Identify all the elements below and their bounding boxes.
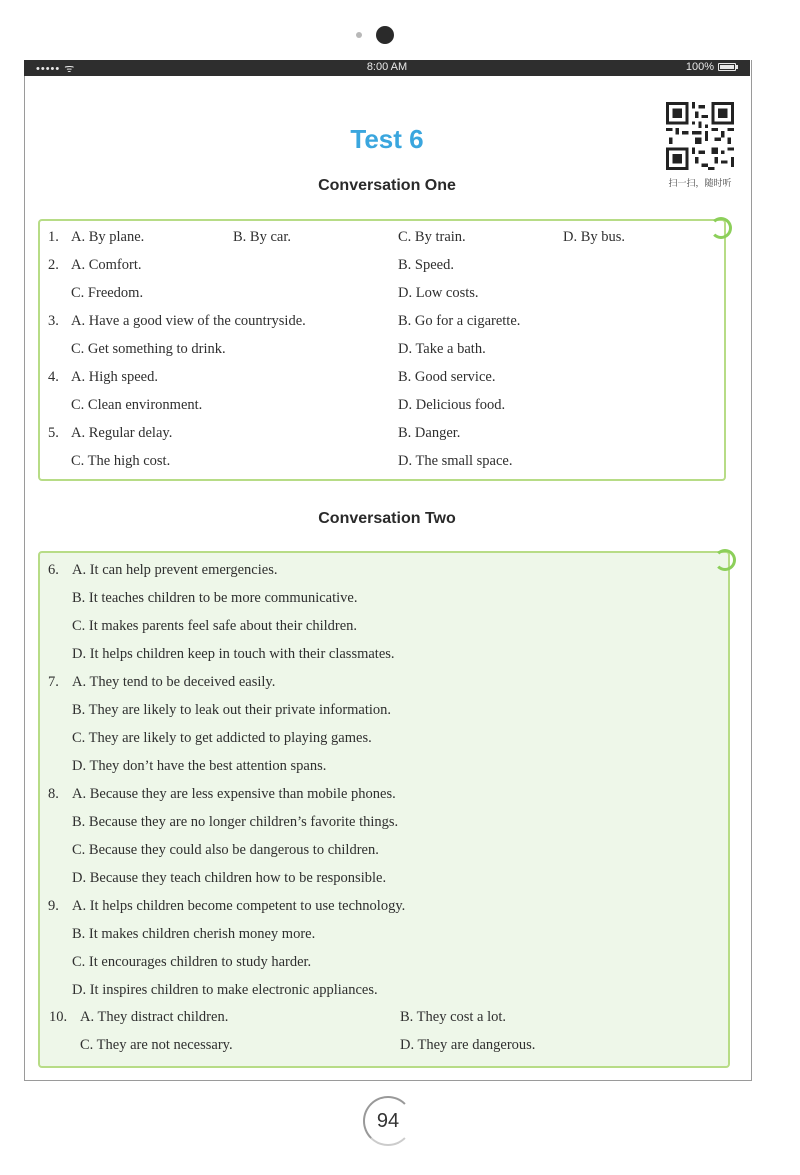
option-d[interactable]: D. Take a bath. [398, 341, 486, 357]
option-c[interactable]: C. It makes parents feel safe about their children. [72, 618, 358, 634]
option-d[interactable]: D. Delicious food. [398, 397, 506, 413]
option-a[interactable]: A. It can help prevent emergencies. [72, 562, 278, 578]
battery-percent: 100% [685, 61, 714, 73]
option-b[interactable]: B. It teaches children to be more communicative. [72, 590, 358, 606]
option-a[interactable]: A. Because they are less expensive than mobile phones. [72, 786, 396, 802]
qr-code-icon[interactable] [666, 102, 734, 170]
option-c[interactable]: C. The high cost. [71, 453, 171, 469]
option-b[interactable]: B. Go for a cigarette. [398, 313, 521, 329]
device-camera [0, 24, 800, 46]
question-number: 6. [48, 562, 59, 578]
question-number: 10. [49, 1009, 68, 1025]
option-a[interactable]: A. By plane. [71, 229, 145, 245]
question-number: 8. [48, 786, 59, 802]
battery-icon [718, 63, 736, 71]
option-c[interactable]: C. Because they could also be dangerous to children. [72, 842, 379, 858]
option-d[interactable]: D. It helps children keep in touch with their classmates. [72, 646, 395, 662]
status-time: 8:00 AM [366, 61, 408, 73]
signal-indicator: ••••• ᯤ [36, 63, 76, 75]
question-number: 1. [48, 229, 59, 245]
option-a[interactable]: A. It helps children become competent to use technology. [72, 898, 406, 914]
option-a[interactable]: A. Comfort. [71, 257, 142, 273]
option-b[interactable]: B. They are likely to leak out their private information. [72, 702, 392, 718]
option-d[interactable]: D. The small space. [398, 453, 513, 469]
option-d[interactable]: D. It inspires children to make electronic appliances. [72, 982, 378, 998]
page-number: 94 [363, 1096, 413, 1146]
camera-lens [376, 26, 394, 44]
option-a[interactable]: A. High speed. [71, 369, 158, 385]
option-c[interactable]: C. They are likely to get addicted to playing games. [72, 730, 372, 746]
swirl-decoration-icon [710, 217, 732, 239]
option-c[interactable]: C. Clean environment. [71, 397, 203, 413]
option-b[interactable]: B. It makes children cherish money more. [72, 926, 316, 942]
question-number: 5. [48, 425, 59, 441]
option-b[interactable]: B. Because they are no longer children’s favorite things. [72, 814, 399, 830]
sensor-dot [356, 32, 362, 38]
qr-caption: 扫一扫，随时听 [668, 179, 732, 189]
option-d[interactable]: D. By bus. [563, 229, 626, 245]
option-b[interactable]: B. Danger. [398, 425, 461, 441]
battery-status [686, 61, 736, 73]
option-a[interactable]: A. They tend to be deceived easily. [72, 674, 276, 690]
option-b[interactable]: B. Good service. [398, 369, 496, 385]
option-c[interactable]: C. They are not necessary. [80, 1037, 233, 1053]
option-b[interactable]: B. Speed. [398, 257, 454, 273]
question-number: 2. [48, 257, 59, 273]
swirl-decoration-icon [714, 549, 736, 571]
question-number: 4. [48, 369, 59, 385]
option-c[interactable]: C. Freedom. [71, 285, 144, 301]
option-b[interactable]: B. By car. [233, 229, 291, 245]
conversation-one-heading: Conversation One [318, 177, 456, 194]
option-b[interactable]: B. They cost a lot. [400, 1009, 507, 1025]
page-title: Test 6 [350, 124, 424, 154]
question-number: 7. [48, 674, 59, 690]
option-d[interactable]: D. Because they teach children how to be responsible. [72, 870, 387, 886]
question-number: 9. [48, 898, 59, 914]
option-a[interactable]: A. They distract children. [80, 1009, 229, 1025]
status-bar [24, 60, 750, 76]
option-c[interactable]: C. By train. [398, 229, 466, 245]
option-c[interactable]: C. Get something to drink. [71, 341, 226, 357]
option-a[interactable]: A. Regular delay. [71, 425, 173, 441]
question-number: 3. [48, 313, 59, 329]
option-c[interactable]: C. It encourages children to study harder. [72, 954, 312, 970]
option-a[interactable]: A. Have a good view of the countryside. [71, 313, 306, 329]
option-d[interactable]: D. They are dangerous. [400, 1037, 536, 1053]
option-d[interactable]: D. They don’t have the best attention spans. [72, 758, 327, 774]
conversation-two-heading: Conversation Two [318, 510, 456, 527]
option-d[interactable]: D. Low costs. [398, 285, 479, 301]
